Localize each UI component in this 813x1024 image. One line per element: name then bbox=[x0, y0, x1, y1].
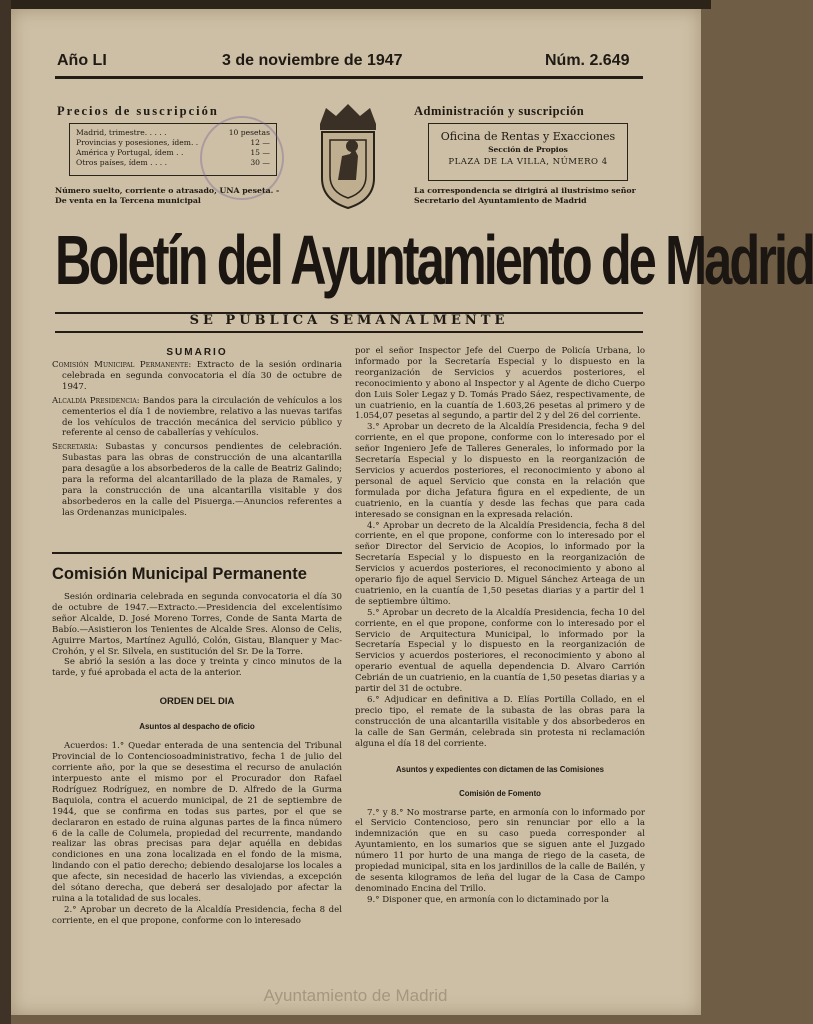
paragraph-7-8: 7.° y 8.° No mostrarse parte, en armonía con lo informado por el Servicio Contencioso, pero sin renunciar por ello a la indemnización que en su caso pueda corresponder al Ayuntamiento, en los sumarios que se siguen ante el Juzgado número 11 por hurto de una manga de riego de la caseta, de propiedad municipal, sita en los jardinillos de la calle de Bailén, y de sesenta kilogramos de leña del lugar de la Casa de Campo denominado Encina del Trillo. bbox=[355, 807, 645, 894]
sumario-section bbox=[52, 346, 342, 519]
article-left-column bbox=[52, 592, 342, 927]
orden-del-dia-heading: ORDEN DEL DIA bbox=[159, 696, 235, 708]
paragraph-continued: por el señor Inspector Jefe del Cuerpo de Policía Urbana, lo informado por la Secretaría Especial y lo dispuesto en la reorganización de Servicios y acuerdos posteriores, el reconocimiento y abono al Inspector y al Agente de dicho Cuerpo don Luis Soler Legaz y D. Tomás Prado Sáez, respectivamente, de un cuatrienio, en la cuantía de 1.603,26 pesetas al primero y de 1.054,07 pesetas al segundo, a partir del 2 y del 26 del corriente. bbox=[355, 346, 645, 422]
article-right-column bbox=[355, 346, 645, 906]
administration-note: La correspondencia se dirigirá al ilustrísimo señor Secretario del Ayuntamiento de Madrid bbox=[414, 186, 636, 205]
asuntos-dictamen-heading: Asuntos y expedientes con dictamen de las Comisiones bbox=[396, 764, 604, 774]
administration-box bbox=[428, 123, 628, 181]
paragraph-9: 9.° Disponer que, en armonía con lo dictaminado por la bbox=[367, 894, 609, 905]
paragraph-1: Acuerdos: 1.° Quedar enterada de una sentencia del Tribunal Provincial de lo Contenciosoadministrativo, fecha 1 de julio del corriente año, por la que se desestima el recurso de anulación interpuesto ante el mismo por el Procurador don Rafael Rodríguez Rodríguez, en nombre de D. Alfredo de la Gurma Baquiola, contra el acuerdo municipal, de 21 de septiembre de 1944, que se confirma en todas sus partes, por el que se declararon en estado de ruina algunas partes de la finca número 6 de la calle de Columela, propiedad del recurrente, mandando realizar las obras precisas para dejar aquélla en debidas condiciones en una zona localizada en el fondo de la misma, lindando con el patio derecho; debiendo desalojarse los locales a que afecte, sin necesidad de hacerlo las viviendas, a excepción del sótano derecha, que deberá ser desalojado por afectar la ruina a la totalidad de sus locales. bbox=[52, 741, 342, 904]
issue-date: 3 de noviembre de 1947 bbox=[222, 52, 403, 69]
scan-left-border bbox=[0, 0, 11, 1024]
archive-watermark: Ayuntamiento de Madrid bbox=[263, 986, 448, 1005]
masthead-subtitle: SE PUBLICA SEMANALMENTE bbox=[189, 313, 509, 328]
scan-top-border bbox=[0, 0, 711, 9]
price-row: América y Portugal, ídem . . 15 — bbox=[76, 148, 270, 157]
article-opening: Se abrió la sesión a las doce y treinta y cinco minutos de la tarde, y fué aprobada el acta de la anterior. bbox=[52, 657, 342, 679]
article-intro: Sesión ordinaria celebrada en segunda convocatoria el día 30 de octubre de 1947.—Extracto.—Presidencia del excelentísimo señor Alcalde, D. José Moreno Torres, Conde de Santa Marta de Babío.—Asistieron los Tenientes de Alcalde Sres. Alonso de Celis, Aguirre Martos, Martínez Agulló, Colón, Gistau, Blanquer y Mac-Crohón, y el Sr. Silvela, en sustitución del Sr. De la Torre. bbox=[52, 592, 342, 657]
office-section: Sección de Propios bbox=[488, 145, 568, 154]
sumario-item: Secretaría: Subastas y concursos pendientes de celebración. Subastas para las obras de construcción de una alcantarilla para desagüe a los absorbederos de la calle de Beatriz Galindo; para la reforma del alcantarillado de la plaza de Ramales, y para la construcción de una alcantarilla visitable y dos absorbederos en la calle del Pisuerga.—Anuncios referentes a las Ordenanzas municipales. bbox=[52, 442, 342, 518]
price-row: Otros países, ídem . . . . 30 — bbox=[76, 158, 270, 167]
paragraph-3: 3.° Aprobar un decreto de la Alcaldía Presidencia, fecha 9 del corriente, en el que propone, conforme con lo interesado por el señor Ingeniero Jefe de Talleres Generales, lo informado por la Secretaría Especial y lo dispuesto en la reorganización de Servicios y acuerdos posteriores, el reconocimiento y abono al personal de aquel Servicio que consta en la relación que formulada por dicha Jefatura figura en el expediente, de un cuatrienio, en la cuantía y desde las fechas que para cada interesado se consignan en la expresada relación. bbox=[355, 422, 645, 520]
sumario-item: Comisión Municipal Permanente: Extracto de la sesión ordinaria celebrada en segunda convocatoria el día 30 de octubre de 1947. bbox=[52, 360, 343, 392]
price-row: Provincias y posesiones, ídem. . 12 — bbox=[76, 138, 270, 147]
section-divider bbox=[52, 552, 342, 554]
comision-fomento-heading: Comisión de Fomento bbox=[459, 788, 541, 798]
office-name: Oficina de Rentas y Exacciones bbox=[440, 130, 616, 143]
paragraph-5: 5.° Aprobar un decreto de la Alcaldía Presidencia, fecha 10 del corriente, en el que propone, conforme con lo interesado por el Servicio de Arquitectura Municipal, lo informado por la Secretaría Especial y lo dispuesto en la reorganización de Servicios y acuerdos posteriores, el reconocimiento y abono al operario eventual de aquella dependencia D. Alvaro Carrión Cebrián de un cuatrienio, en la cuantía de 1,50 pesetas diarias y a partir del 31 de octubre. bbox=[355, 607, 645, 695]
paragraph-2: 2.° Aprobar un decreto de la Alcaldía Presidencia, fecha 8 del corriente, en el que propone, conforme con lo interesado bbox=[52, 904, 342, 926]
masthead-rule-bottom bbox=[55, 331, 643, 333]
office-address: PLAZA DE LA VILLA, NÚMERO 4 bbox=[448, 157, 608, 167]
administration-title: Administración y suscripción bbox=[414, 104, 585, 118]
price-row: Madrid, trimestre. . . . . 10 pesetas bbox=[76, 128, 270, 137]
issue-year: Año LI bbox=[57, 52, 107, 69]
asuntos-heading: Asuntos al despacho de oficio bbox=[139, 722, 255, 732]
madrid-coat-of-arms bbox=[306, 100, 390, 212]
masthead-title: Boletín del Ayuntamiento de Madrid bbox=[55, 221, 813, 299]
paragraph-4: 4.° Aprobar un decreto de la Alcaldía Presidencia, fecha 8 del corriente, en el que propone, conforme con lo interesado por el señor Director del Servicio de Acopios, lo informado por la Secretaría Especial y lo dispuesto en la reorganización de Servicios y acuerdos posteriores, el reconocimiento y abono al operario fijo de aquel Servicio D. Miguel Sánchez Arteaga de un cuatrienio, en la cuantía de 1,50 pesetas diarias y a partir del 1 de septiembre último. bbox=[355, 520, 645, 607]
paragraph-6: 6.° Adjudicar en definitiva a D. Elías Portilla Collado, en el precio tipo, el remate de la subasta de las obras para la construcción de una alcantarilla visitable y dos absorbederos en la calle de San Germán, celebrada sin protesta ni reclamación alguna el día 18 del corriente. bbox=[355, 695, 645, 749]
header-rule bbox=[55, 76, 643, 79]
subscription-note: Número suelto, corriente o atrasado, UNA peseta. - De venta en la Tercena municipal bbox=[55, 186, 280, 205]
subscription-title: Precios de suscripción bbox=[57, 104, 219, 118]
article-title: Comisión Municipal Permanente bbox=[52, 565, 307, 583]
sumario-item: Alcaldía Presidencia: Bandos para la circulación de vehículos a los cementerios el día 1 de noviembre, relativo a las nuevas tarifas de los vehículos de tracción mecánica del servicio público y referente al censo de caballerías y vehículos. bbox=[52, 395, 343, 439]
sumario-title: SUMARIO bbox=[166, 347, 228, 358]
issue-number: Núm. 2.649 bbox=[545, 52, 630, 69]
